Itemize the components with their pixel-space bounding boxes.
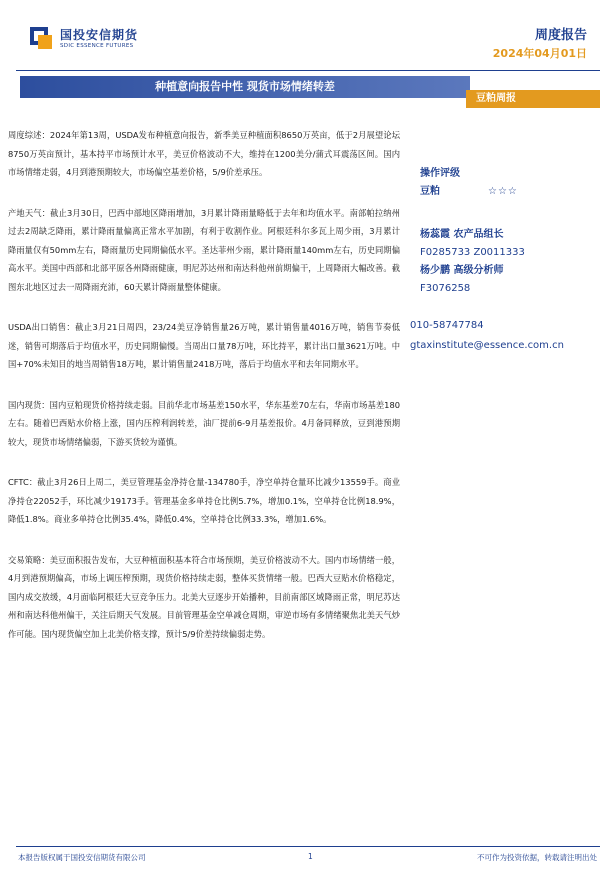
footer-copyright: 本报告版权属于国投安信期货有限公司	[18, 853, 146, 862]
contact-info	[410, 316, 564, 356]
logo-name-en: SDIC ESSENCE FUTURES	[60, 43, 134, 49]
logo-icon	[30, 27, 54, 51]
footer-disclaimer: 不可作为投资依据，转载请注明出处	[477, 853, 597, 862]
header-divider	[16, 70, 600, 71]
page-number: 1	[308, 852, 313, 861]
paragraph-weather: 产地天气：截止3月30日，巴西中部地区降雨增加，3月累计降雨量略低于去年和均值水平。南部帕拉纳州过去2周缺乏降雨，累计降雨量偏离正常水平加剧，有利于收割作业。阿根廷科尔多瓦上周少雨，3月累计降雨量仅有50mm左右，降雨量历史同期偏低水平。圣达菲州少雨，累计降雨量140mm左右，历史同期偏高水平。美国中西部和北部平原各州降雨健康，明尼苏达州和南达科他州前期偏干，上周降雨大幅改善。截图东北地区过去一周降雨充沛，60天累计降雨量整体健康。	[8, 207, 400, 292]
contact-email: gtaxinstitute@essence.com.cn	[410, 340, 564, 351]
title-banner	[20, 76, 470, 98]
report-date: 2024年04月01日	[492, 47, 587, 60]
analyst1-ids: F0285733 Z0011333	[420, 247, 525, 258]
category-banner	[466, 90, 600, 108]
report-type: 周度报告	[534, 28, 587, 43]
report-header	[0, 0, 615, 78]
analyst1-name: 杨蕊霞 农产品组长	[420, 229, 504, 240]
paragraph-usda-export: USDA出口销售：截止3月21日周四，23/24美豆净销售量26万吨，累计销售量4016万吨，销售节奏低迷，销售可期落后于均值水平，历史同期偏慢。当周出口量78万吨，环比持平，累计出口量3621万吨。中国+70%未知目的地当周销售18万吨，累计销售量2418万吨，落后于均值水平和去年同期水平。	[8, 322, 400, 369]
analyst2-name: 杨少鹏 高级分析师	[420, 265, 504, 276]
rating-commodity: 豆粕	[420, 186, 440, 197]
logo-name-cn: 国投安信期货	[60, 28, 139, 42]
footer-divider	[16, 846, 600, 847]
report-body	[8, 126, 400, 665]
paragraph-domestic-spot: 国内现货：国内豆粕现货价格持续走弱。目前华北市场基差150水平，华东基差70左右，华南市场基差180左右。随着巴西贴水价格上涨，国内压榨利润转差，油厂提前6-9月基差报价。4月备同释放，豆到港预期较大，现货市场情绪偏弱，下游买货较为谨慎。	[8, 399, 400, 447]
analyst2-id: F3076258	[420, 283, 471, 294]
rating-row	[420, 183, 610, 201]
paragraph-weekly-summary: 周度综述：2024年第13周，USDA发布种植意向报告，新季美豆种植面积8650万英亩，低于2月展望论坛8750万英亩预计，基本持平市场预计水平，美豆价格波动不大，维持在1200美分/蒲式耳震荡区间。国内市场情绪走弱，4月到港预期较大，市场偏空基差价格，5/9价差承压。	[8, 130, 400, 177]
rating-label: 操作评级	[420, 168, 460, 179]
rating-stars-icon: ☆☆☆	[488, 186, 518, 197]
company-logo	[30, 27, 138, 51]
sidebar	[420, 165, 610, 298]
contact-phone: 010-58747784	[410, 320, 484, 331]
analyst-info	[420, 226, 610, 298]
category-tag: 豆粕周报	[476, 93, 516, 104]
paragraph-cftc: CFTC：截止3月26日上周二，美豆管理基金净持仓量-134780手，净空单持仓量环比减少13559手。商业净持仓22052手，环比减少19173手。管理基金多单持仓比例5.7%，增加0.1%，空单持仓比例18.9%，降低1.8%。商业多单持仓比例35.4%，降低0.4%，空单持仓比例33.3%，增加1.6%。	[8, 477, 400, 524]
paragraph-strategy: 交易策略：美豆面积报告发布，大豆种植面积基本符合市场预期，美豆价格波动不大。国内市场情绪一般，4月到港预期偏高，市场上调压榨预期，现货价格持续走弱，整体买货情绪一般。巴西大豆贴水价格稳定，国内成交放缓，4月面临阿根廷大豆竞争压力。北美大豆逐步开始播种，目前南部区域降雨正常，明尼苏达州和南达科他州偏干，关注后期天气发展。目前管理基金空单减仓周期，审逆市场有多情绪聚焦北美天气炒作可能。国内现货偏空加上北美价格支撑，预计5/9价差持续偏弱走势。	[8, 554, 400, 639]
report-title: 种植意向报告中性 现货市场情绪转差	[155, 80, 335, 93]
